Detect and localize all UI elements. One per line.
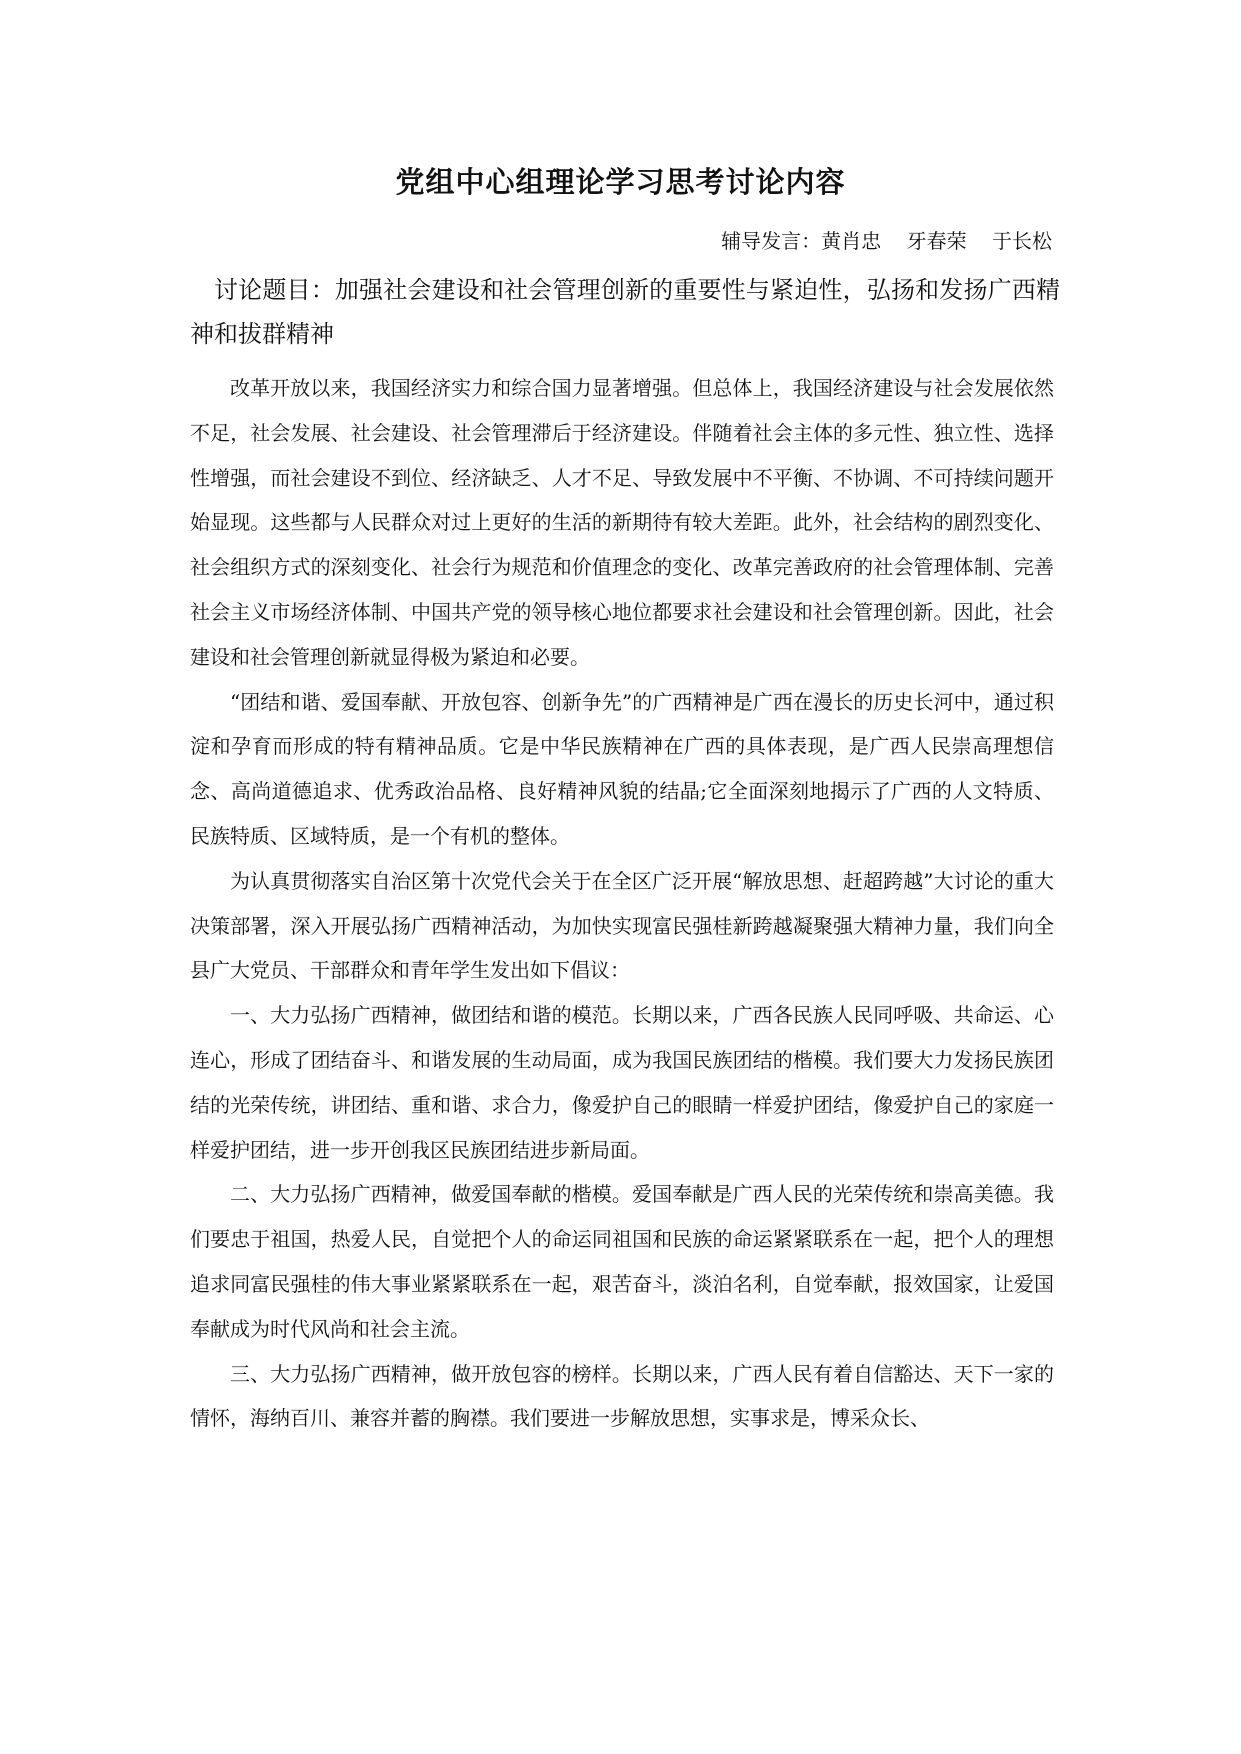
paragraph: 三、大力弘扬广西精神，做开放包容的榜样。长期以来，广西人民有着自信豁达、天下一家的情怀，海纳百川、兼容并蓄的胸襟。我们要进一步解放思想，实事求是，博采众长、 (190, 1361, 1054, 1431)
paragraph: 为认真贯彻落实自治区第十次党代会关于在全区广泛开展“解放思想、赶超跨越”大讨论的重大决策部署，深入开展弘扬广西精神活动，为加快实现富民强桂新跨越凝聚强大精神力量，我们向全县广大党员、干部群众和青年学生发出如下倡议： (190, 868, 1054, 983)
document-title: 党组中心组理论学习思考讨论内容 (395, 165, 846, 199)
paragraph: 二、大力弘扬广西精神，做爱国奉献的楷模。爱国奉献是广西人民的光荣传统和崇高美德。我们要忠于祖国，热爱人民，自觉把个人的命运同祖国和民族的命运紧紧联系在一起，把个人的理想追求同富民强桂的伟大事业紧紧联系在一起，艰苦奋斗，淡泊名利，自觉奉献，报效国家，让爱国奉献成为时代风尚和社会主流。 (190, 1182, 1054, 1341)
discussion-topic: 讨论题目：加强社会建设和社会管理创新的重要性与紧迫性，弘扬和发扬广西精神和拔群精神 (190, 276, 1060, 348)
paragraph: “团结和谐、爱国奉献、开放包容、创新争先”的广西精神是广西在漫长的历史长河中，通过积淀和孕育而形成的特有精神品质。它是中华民族精神在广西的具体表现，是广西人民崇高理想信念、高尚道德追求、优秀政治品格、良好精神风貌的结晶;它全面深刻地揭示了广西的人文特质、民族特质、区域特质，是一个有机的整体。 (190, 689, 1054, 848)
byline: 辅导发言：黄肖忠 牙春荣 于长松 (721, 229, 1052, 253)
paragraph: 改革开放以来，我国经济实力和综合国力显著增强。但总体上，我国经济建设与社会发展依然不足，社会发展、社会建设、社会管理滞后于经济建设。伴随着社会主体的多元性、独立性、选择性增强，而社会建设不到位、经济缺乏、人才不足、导致发展中不平衡、不协调、不可持续问题开始显现。这些都与人民群众对过上更好的生活的新期待有较大差距。此外，社会结构的剧烈变化、社会组织方式的深刻变化、社会行为规范和价值理念的变化、改革完善政府的社会管理体制、完善社会主义市场经济体制、中国共产党的领导核心地位都要求社会建设和社会管理创新。因此，社会建设和社会管理创新就显得极为紧迫和必要。 (190, 376, 1054, 669)
paragraph: 一、大力弘扬广西精神，做团结和谐的模范。长期以来，广西各民族人民同呼吸、共命运、心连心，形成了团结奋斗、和谐发展的生动局面，成为我国民族团结的楷模。我们要大力发扬民族团结的光荣传统，讲团结、重和谐、求合力，像爱护自己的眼睛一样爱护团结，像爱护自己的家庭一样爱护团结，进一步开创我区民族团结进步新局面。 (190, 1003, 1054, 1162)
document-body (190, 366, 1054, 1441)
